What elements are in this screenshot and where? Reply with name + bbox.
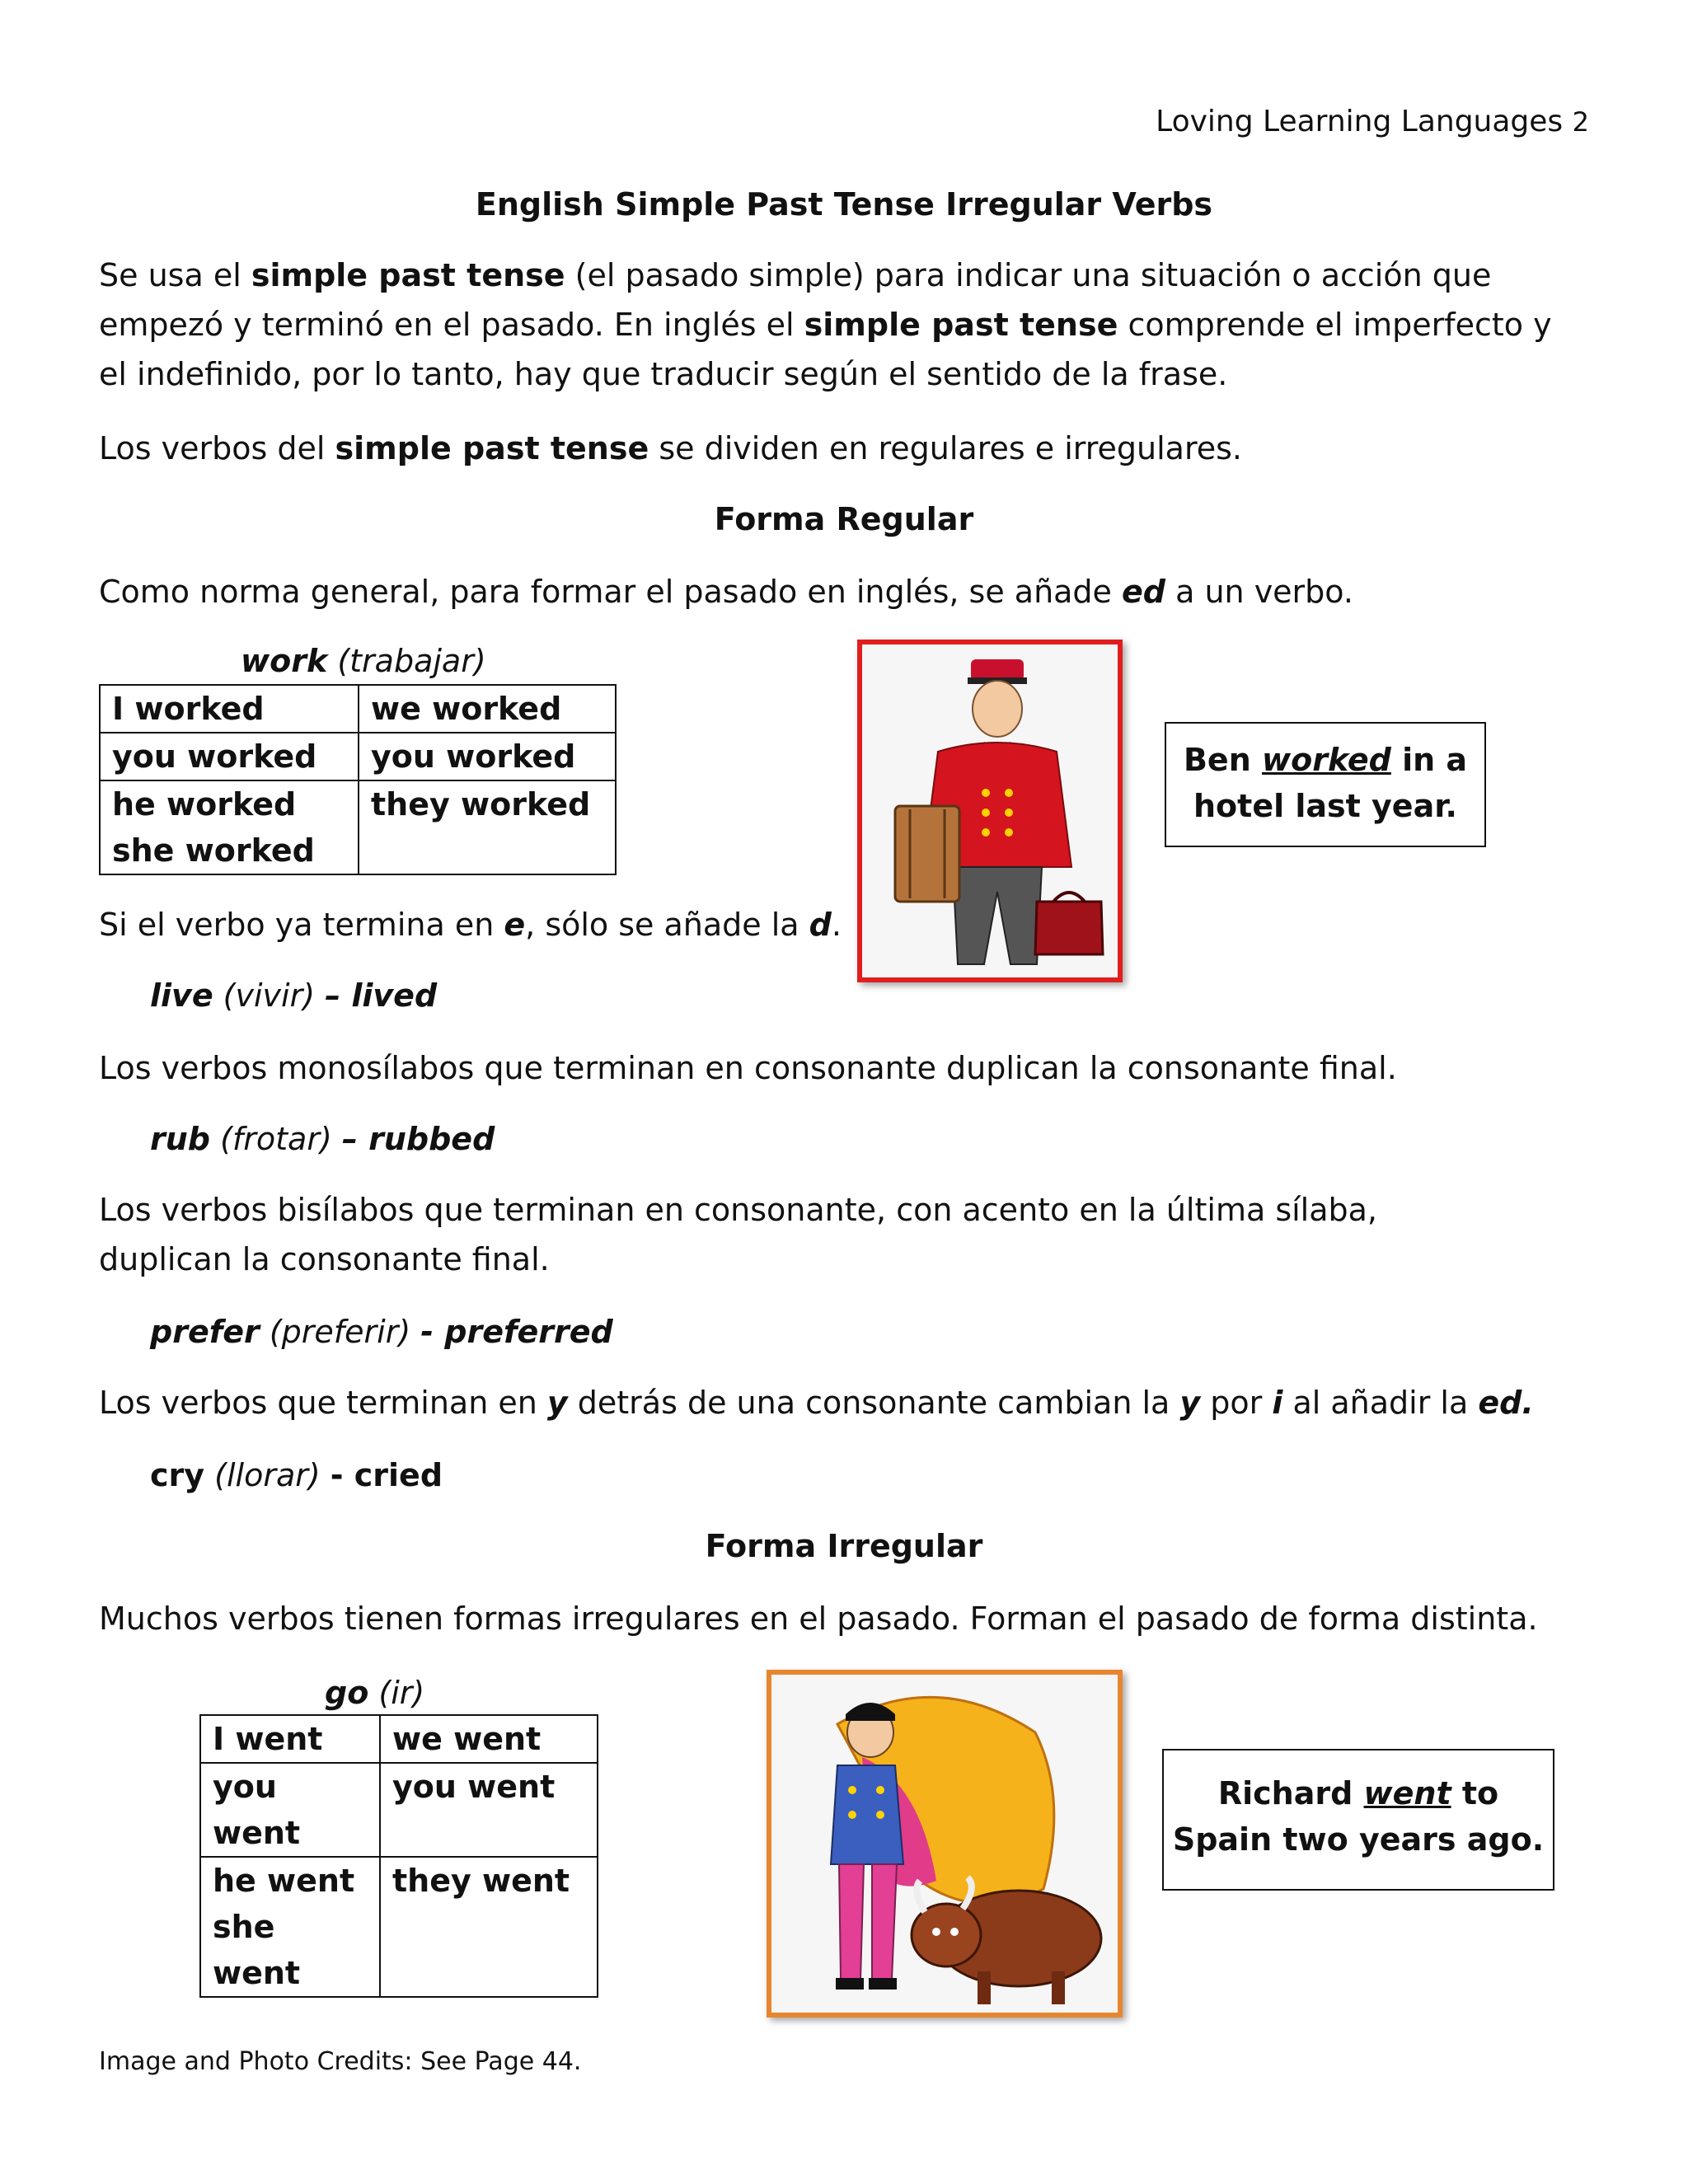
table-row: [100, 780, 616, 874]
matador-bull-icon: [771, 1675, 1118, 2013]
table-row: [200, 1857, 598, 1997]
example-prefer: prefer (preferir) - preferred: [150, 1314, 613, 1350]
table-cell: you worked: [100, 733, 359, 780]
go-conjugation-table: [199, 1714, 598, 1998]
rule-bisyllable: Los verbos bisílabos que terminan en consonante, con acento en la última sílaba, duplican la consonante final.: [99, 1192, 1378, 1277]
rule-ends-in-e: Si el verbo ya termina en e, sólo se añade la d.: [99, 907, 842, 943]
intro-paragraph: Se usa el simple past tense (el pasado simple) para indicar una situación o acción que empezó y terminó en el pasado. En inglés el simple past tense comprende el imperfecto y el indefinido, por lo tanto, hay que traducir según el sentido de la frase.: [99, 257, 1552, 392]
example-box-worked: Ben worked in a hotel last year.: [1165, 722, 1486, 847]
table-cell: I went: [200, 1715, 380, 1763]
example-box-went: Richard went to Spain two years ago.: [1162, 1749, 1554, 1891]
table-row: [200, 1715, 598, 1763]
work-table-caption: work (trabajar): [241, 643, 486, 679]
running-header: [1156, 97, 1589, 147]
table-cell: he worked she worked: [100, 780, 359, 874]
matador-bull-illustration: [767, 1670, 1123, 2018]
footer-credits: Image and Photo Credits: See Page 44.: [99, 2047, 582, 2076]
table-cell: we worked: [359, 685, 616, 733]
example-live: live (vivir) – lived: [150, 977, 438, 1014]
example-rub: rub (frotar) – rubbed: [150, 1121, 495, 1157]
running-title: Loving Learning Languages: [1156, 105, 1564, 138]
table-cell: they worked: [359, 780, 616, 874]
regular-rule: Como norma general, para formar el pasado en inglés, se añade ed a un verbo.: [99, 574, 1353, 610]
table-cell: you went: [380, 1763, 598, 1857]
rule-ends-in-y: Los verbos que terminan en y detrás de una consonante cambian la y por i al añadir la ed.: [99, 1385, 1534, 1421]
intro-division-sentence: Los verbos del simple past tense se dividen en regulares e irregulares.: [99, 430, 1242, 466]
page-number: 2: [1572, 106, 1589, 138]
table-cell: you worked: [359, 733, 616, 780]
irregular-rule: Muchos verbos tienen formas irregulares en el pasado. Forman el pasado de forma distinta.: [99, 1601, 1538, 1637]
bellhop-illustration: [857, 640, 1123, 982]
table-row: [100, 685, 616, 733]
table-cell: he went she went: [200, 1857, 380, 1997]
table-row: [200, 1763, 598, 1857]
table-cell: you went: [200, 1763, 380, 1857]
bellhop-icon: [862, 644, 1118, 977]
rule-monosyllable: Los verbos monosílabos que terminan en consonante duplican la consonante final.: [99, 1050, 1397, 1086]
table-row: [100, 733, 616, 780]
table-cell: we went: [380, 1715, 598, 1763]
table-cell: I worked: [100, 685, 359, 733]
go-table-caption: go (ir): [325, 1675, 425, 1711]
work-conjugation-table: [99, 684, 617, 875]
page-title: English Simple Past Tense Irregular Verbs: [475, 186, 1213, 223]
table-cell: they went: [380, 1857, 598, 1997]
example-cry: cry (llorar) - cried: [150, 1457, 443, 1493]
regular-heading: Forma Regular: [714, 501, 974, 537]
irregular-heading: Forma Irregular: [705, 1528, 983, 1564]
